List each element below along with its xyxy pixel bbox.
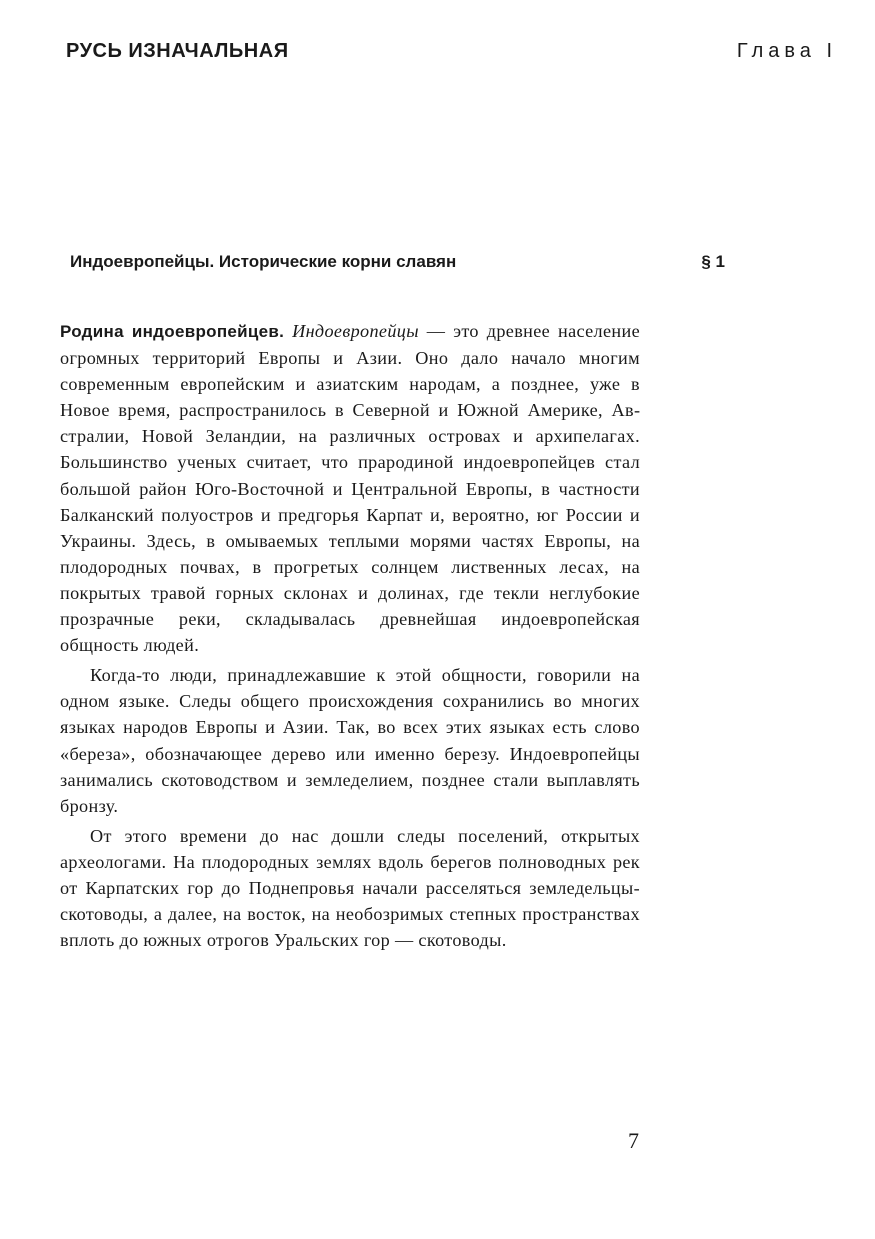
page-number: 7 <box>628 1128 639 1153</box>
section-heading <box>70 252 725 278</box>
section-number: § 1 <box>701 252 725 271</box>
paragraph-2: Когда-то люди, принадлежавшие к этой общности, говорили на одном языке. Следы общего происхождения сохранились во многих языках народов Европы и Азии. Так, во всех этих языках есть слово «береза», обозначающее дерево или именно березу. Индоевропейцы занимались скотоводством и земледелием, позднее стали выплавлять бронзу. <box>60 665 640 816</box>
italic-term: Индоевропейцы <box>292 321 419 341</box>
book-title: РУСЬ ИЗНАЧАЛЬНАЯ <box>66 40 289 62</box>
running-head <box>66 40 837 70</box>
body-text <box>60 318 640 957</box>
paragraph-1 <box>60 318 640 658</box>
paragraph-run-in-heading: Родина индоевропейцев. <box>60 322 285 341</box>
section-title: Индоевропейцы. Исторические корни славян <box>70 252 457 271</box>
paragraph-1-text: — это древнее население огромных территорий Европы и Азии. Оно дало начало многим современным европейским и азиатским народам, а позднее, уже в Новое время, распространилось в Северной и Южной Америке, Австралии, Новой Зеландии, на различных островах и архипелагах. Большинство ученых считает, что прародиной индоевропейцев стал большой район Юго-Восточной и Центральной Европы, в частности Балканский полуостров и предгорья Карпат и, вероятно, юг России и Украины. Здесь, в омываемых теплыми морями частях Европы, на плодородных почвах, в прогретых солнцем лиственных лесах, на покрытых травой горных склонах и долинах, где текли неглубокие прозрачные реки, складывалась древнейшая индоевропейская общность людей. <box>60 321 640 656</box>
paragraph-3: От этого времени до нас дошли следы поселений, открытых археологами. На плодородных землях вдоль берегов полноводных рек от Карпатских гор до Поднепровья начали расселяться земледельцы-скотоводы, а далее, на восток, на необозримых степных пространствах вплоть до южных отрогов Уральских гор — скотоводы. <box>60 825 640 951</box>
chapter-label: Глава I <box>736 40 837 62</box>
